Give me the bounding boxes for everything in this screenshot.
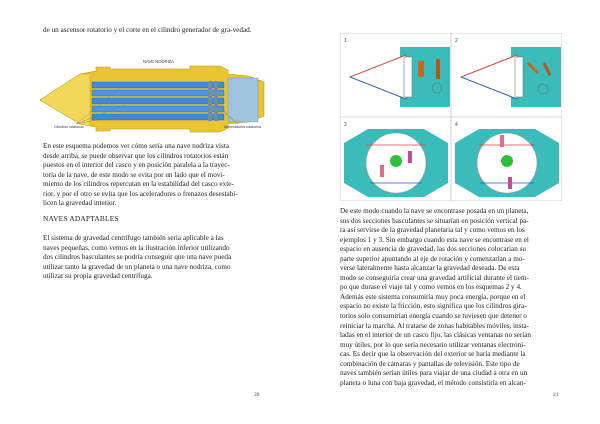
page-number-right: 21 xyxy=(553,392,559,398)
panel-1-label: 1 xyxy=(344,38,347,44)
intro-paragraph: de un ascensor rotatorio y el corte en el cilindro generador de gra-vedad. xyxy=(43,26,252,34)
panel-4-label: 4 xyxy=(455,122,458,128)
panel-3-label: 3 xyxy=(344,122,347,128)
mothership-paragraph: En este esquema podemos ver cómo sería una nave nodriza vista desde arriba, se puede observar que los cilindros rotatorios están puestos en el interior del casco y en posición paralela a la trayec- toria de la nave, de este modo se evita por un lado que el movi- miento de los cilindros repercutan en la estabilidad del casco exte- rior, y por el otro se evita que los aceleradores o frenazos desestabi- licen la gravedad interior. xyxy=(43,142,238,208)
mothership-title: NAVE NODRIZA xyxy=(143,59,175,64)
label-rotating-accelerators: Aceleradores rotatorios xyxy=(224,125,262,129)
mothership-diagram xyxy=(40,58,270,133)
section-heading: NAVES ADAPTABLES xyxy=(43,214,119,223)
label-rotating-cylinders: Cilindros rotatorios xyxy=(54,125,84,129)
rotating-cylinders xyxy=(92,82,224,120)
adaptable-ship-paragraph: De este modo cuando la nave se encontrase posada en un planeta, sus dos secciones basculantes se situarían en posición vertical pa- ra así servirse de la gravedad planetaria tal y como vemos en los ejemplos 1 y 3. Sin embargo cuando esta nave se encontrase en el espacio en ausencia de gravedad, las dos secciones colocarían su parte superior apuntando al eje de rotación y comenzarían a mo- verse lateralmente hasta alcanzar la gravedad deseada. De esta modo se conseguiría crear una gravedad artificial durante el tiem- po que durase el viaje tal y como vemos en los esquemas 2 y 4. Además este sistema consumiría muy poca energía, porque en el espacio no existe la fricción, esto significa que los cilindros gira- torios solo consumirían energía cuando se tuviesen que detener o reiniciar la marcha. Al tratarse de zonas habitables móviles, insta- ladas en el interior de un casco fijo, las clásicas ventanas no serían muy útiles, por lo que sería necesario utilizar ventanas electróni- cas. Es decir que la observación del exterior se haría mediante la combinación de cámaras y pantallas de televisión. Este tipo de naves también serían útiles para viajar de una ciudad a otra en un planeta o luna con baja gravedad, el método consistiría en alcan- xyxy=(340,207,531,387)
page-number-left: 20 xyxy=(254,392,260,398)
mothership-engine xyxy=(228,78,258,122)
right-page xyxy=(300,0,600,424)
adaptable-ship-diagram xyxy=(340,33,562,201)
adaptable-ships-paragraph: El sistema de gravedad centrífugo también sería aplicable a las naves pequeñas, como vemos en la ilustración inferior utilizando dos cilindros basculantes se podría conseguir que una nave pueda utilizar tanto la gravedad de un planeta o una nave nodriza, como utilizar su propia gravedad centrífuga. xyxy=(43,234,232,281)
panel-2-label: 2 xyxy=(455,38,458,44)
mothership-nose xyxy=(40,74,90,126)
